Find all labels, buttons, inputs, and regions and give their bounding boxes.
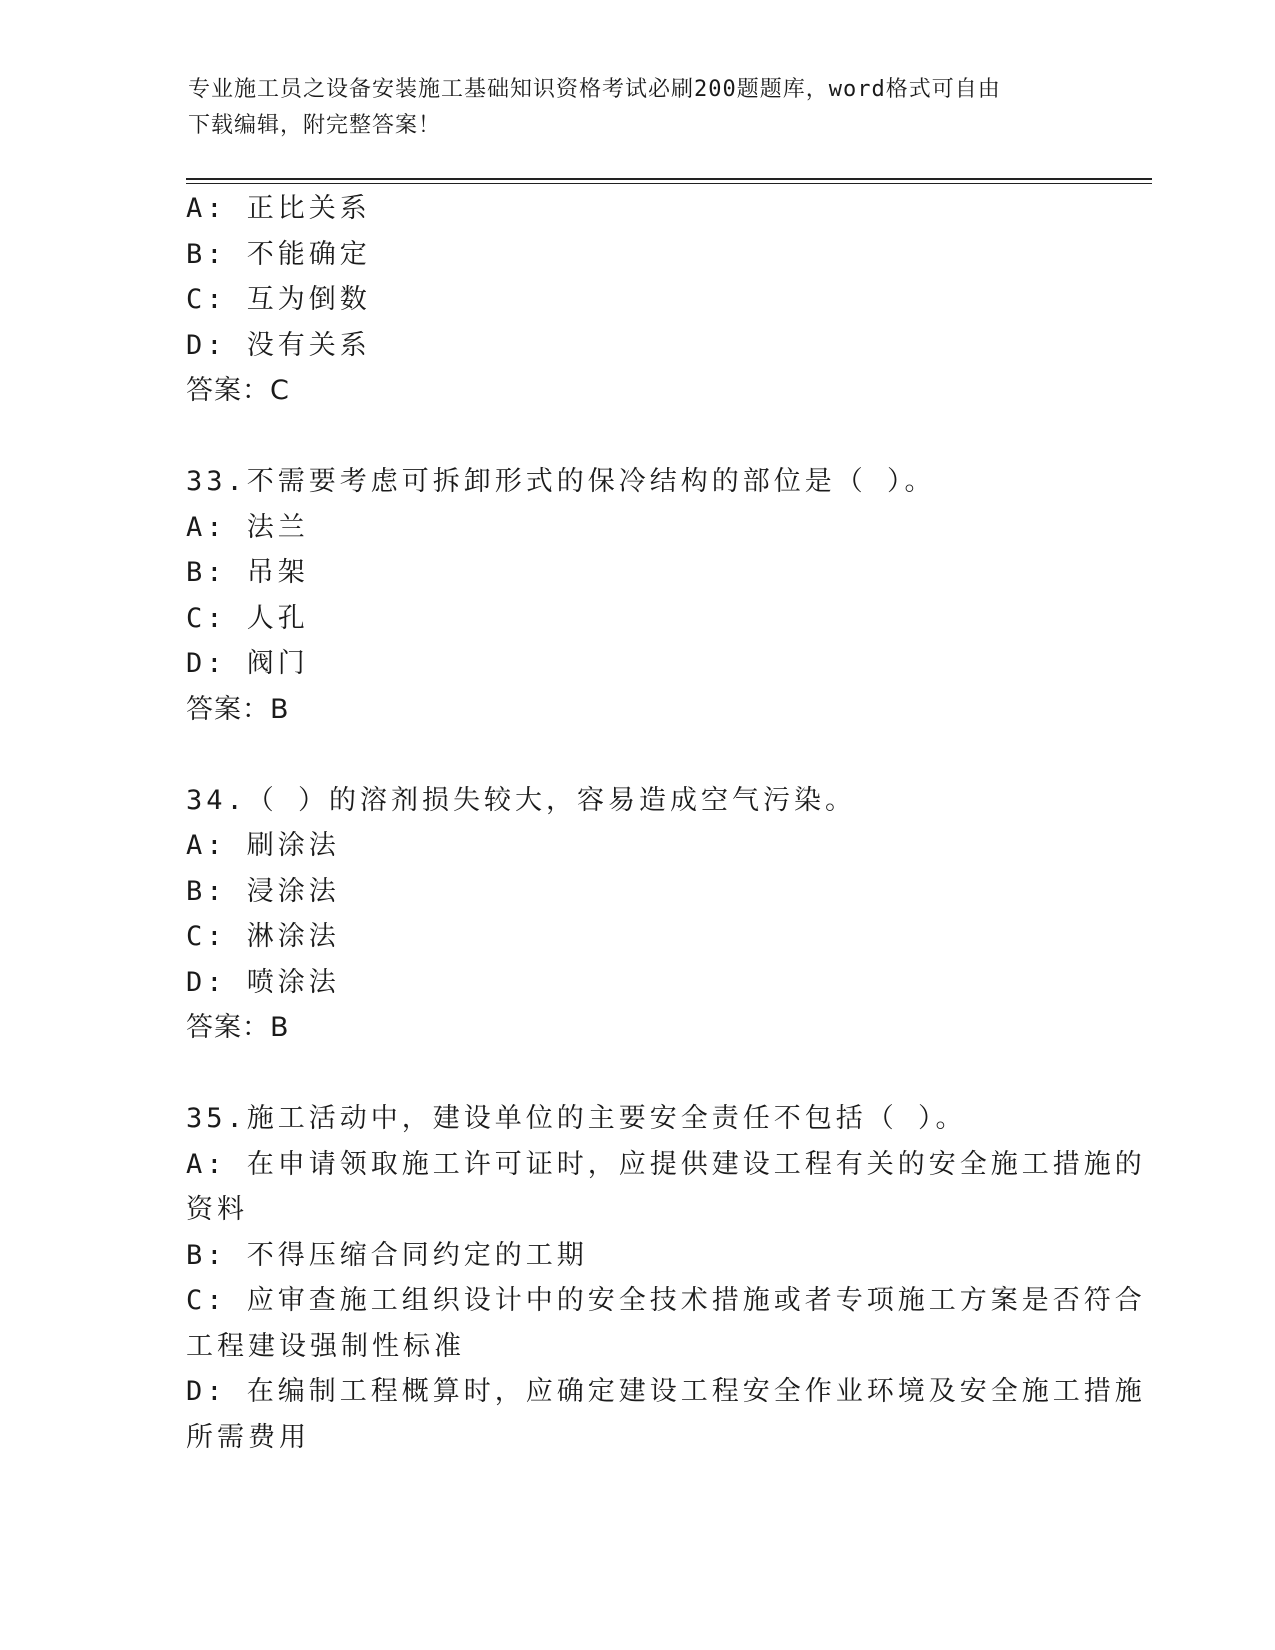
option-c: C: 应审查施工组织设计中的安全技术措施或者专项施工方案是否符合 xyxy=(186,1285,1146,1316)
answer-line: 答案：B xyxy=(186,1012,290,1043)
option-a: A: 法兰 xyxy=(186,511,309,543)
question-34-block xyxy=(186,778,1086,1051)
header-line-1: 专业施工员之设备安装施工基础知识资格考试必刷200题题库，word格式可自由 xyxy=(188,77,1001,102)
option-a: A: 刷涂法 xyxy=(186,830,340,861)
header-rule-thin xyxy=(186,183,1152,184)
option-c-continued: 工程建设强制性标准 xyxy=(186,1330,465,1362)
option-d: D: 没有关系 xyxy=(186,329,371,361)
document-header xyxy=(188,72,1068,144)
option-a-continued: 资料 xyxy=(186,1194,248,1225)
spacer xyxy=(186,414,1086,460)
option-b: B: 不得压缩合同约定的工期 xyxy=(186,1239,588,1271)
spacer xyxy=(186,1051,1086,1097)
question-list xyxy=(186,186,1146,1460)
option-a: A: 正比关系 xyxy=(186,193,371,224)
question-text: 35.施工活动中，建设单位的主要安全责任不包括（ ）。 xyxy=(186,1103,967,1134)
question-33-block xyxy=(186,459,1086,732)
spacer xyxy=(186,732,1086,778)
answer-line: 答案：C xyxy=(186,375,290,406)
answer-line: 答案：B xyxy=(186,693,290,725)
option-b: B: 不能确定 xyxy=(186,238,371,270)
header-line-2: 下载编辑，附完整答案！ xyxy=(188,113,442,138)
option-c: C: 互为倒数 xyxy=(186,284,371,315)
question-text: 34.（ ）的溶剂损失较大，容易造成空气污染。 xyxy=(186,784,857,816)
option-a: A: 在申请领取施工许可证时，应提供建设工程有关的安全施工措施的 xyxy=(186,1148,1146,1180)
header-rule-thick xyxy=(186,178,1152,180)
question-text: 33.不需要考虑可拆卸形式的保冷结构的部位是（ ）。 xyxy=(186,466,936,497)
option-d-continued: 所需费用 xyxy=(186,1421,310,1453)
option-c: C: 人孔 xyxy=(186,602,309,634)
option-b: B: 浸涂法 xyxy=(186,875,340,907)
option-d: D: 阀门 xyxy=(186,648,309,679)
option-d: D: 喷涂法 xyxy=(186,966,340,998)
question-32-block xyxy=(186,186,1086,414)
question-35-block xyxy=(186,1096,1146,1460)
option-c: C: 淋涂法 xyxy=(186,921,340,952)
option-d: D: 在编制工程概算时，应确定建设工程安全作业环境及安全施工措施 xyxy=(186,1376,1146,1407)
option-b: B: 吊架 xyxy=(186,557,309,588)
